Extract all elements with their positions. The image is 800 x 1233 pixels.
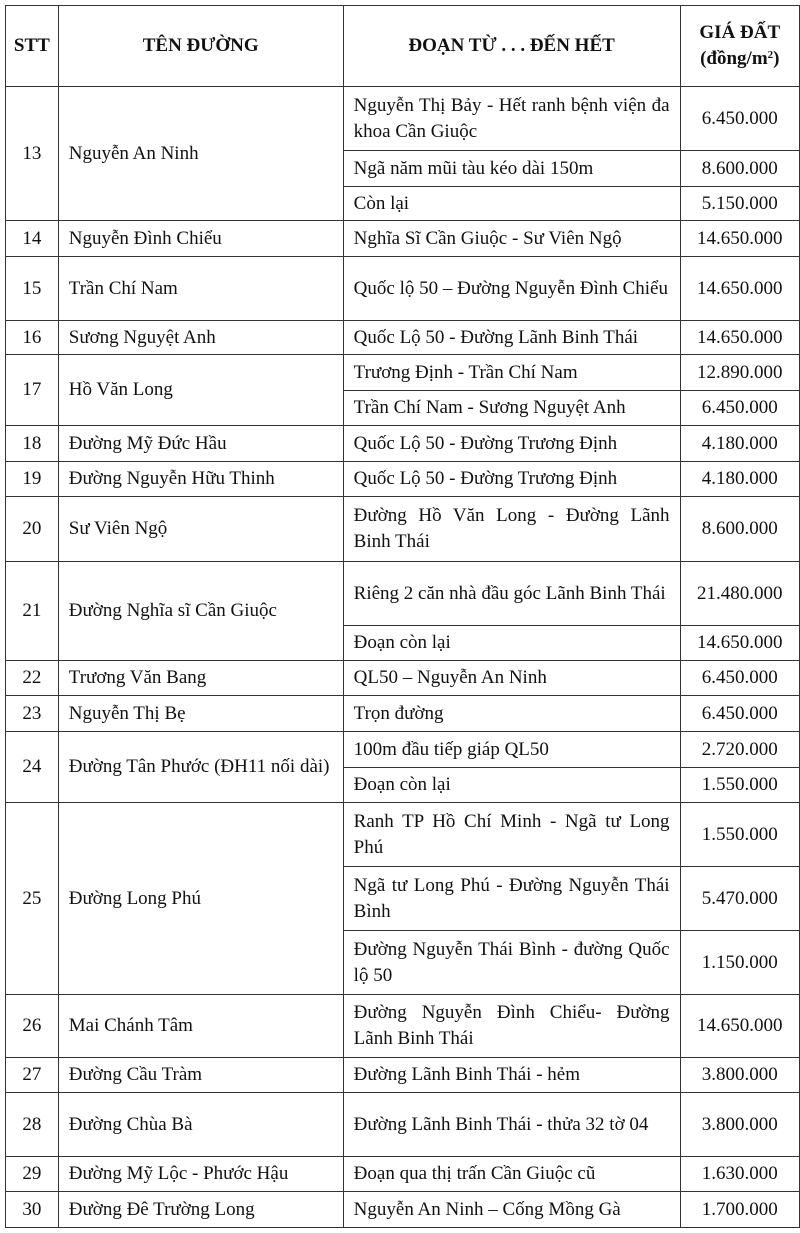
table-row — [6, 732, 800, 768]
row-segment: Đoạn qua thị trấn Cần Giuộc cũ — [343, 1157, 680, 1192]
row-segment: 100m đầu tiếp giáp QL50 — [343, 732, 680, 768]
table-row — [6, 462, 800, 497]
header-stt: STT — [6, 6, 59, 87]
row-price: 1.630.000 — [680, 1157, 799, 1192]
row-stt: 20 — [6, 497, 59, 562]
table-row — [6, 321, 800, 355]
row-stt: 28 — [6, 1093, 59, 1157]
row-street-name: Nguyễn Thị Bẹ — [58, 696, 343, 732]
header-street-name: TÊN ĐƯỜNG — [58, 6, 343, 87]
row-segment: Đường Nguyễn Đình Chiểu- Đường Lãnh Binh Thái — [343, 995, 680, 1058]
row-street-name: Đường Đê Trường Long — [58, 1192, 343, 1228]
row-stt: 30 — [6, 1192, 59, 1228]
table-header-row — [6, 6, 800, 87]
row-price: 14.650.000 — [680, 626, 799, 661]
table-row — [6, 1058, 800, 1093]
land-price-table — [5, 5, 800, 1228]
row-segment: Ngã tư Long Phú - Đường Nguyễn Thái Bình — [343, 867, 680, 931]
row-street-name: Đường Nghĩa sĩ Cần Giuộc — [58, 562, 343, 661]
header-price-unit: $(đồng/m^2)$ — [700, 48, 780, 69]
row-stt: 15 — [6, 257, 59, 321]
row-price: 1.700.000 — [680, 1192, 799, 1228]
row-price: 8.600.000 — [680, 497, 799, 562]
row-street-name: Đường Tân Phước (ĐH11 nối dài) — [58, 732, 343, 803]
row-stt: 18 — [6, 426, 59, 462]
row-segment: Đường Lãnh Binh Thái - hẻm — [343, 1058, 680, 1093]
row-price: 1.550.000 — [680, 803, 799, 867]
row-segment: Nguyễn Thị Bảy - Hết ranh bệnh viện đa khoa Cần Giuộc — [343, 87, 680, 151]
row-segment: Trọn đường — [343, 696, 680, 732]
table-row — [6, 1093, 800, 1157]
row-stt: 19 — [6, 462, 59, 497]
row-price: 8.600.000 — [680, 151, 799, 187]
row-segment: QL50 – Nguyễn An Ninh — [343, 661, 680, 696]
row-stt: 23 — [6, 696, 59, 732]
row-stt: 16 — [6, 321, 59, 355]
row-price: 3.800.000 — [680, 1058, 799, 1093]
row-price: 6.450.000 — [680, 391, 799, 426]
row-segment: Đường Hồ Văn Long - Đường Lãnh Binh Thái — [343, 497, 680, 562]
row-segment: Đoạn còn lại — [343, 626, 680, 661]
row-street-name: Sương Nguyệt Anh — [58, 321, 343, 355]
table-row — [6, 221, 800, 257]
row-segment: Riêng 2 căn nhà đầu góc Lãnh Binh Thái — [343, 562, 680, 626]
row-stt: 17 — [6, 355, 59, 426]
table-row — [6, 803, 800, 867]
header-segment: ĐOẠN TỪ . . . ĐẾN HẾT — [343, 6, 680, 87]
row-segment: Đường Nguyễn Thái Bình - đường Quốc lộ 50 — [343, 931, 680, 995]
row-price: 14.650.000 — [680, 995, 799, 1058]
row-price: 4.180.000 — [680, 426, 799, 462]
row-street-name: Nguyễn An Ninh — [58, 87, 343, 221]
row-price: 5.470.000 — [680, 867, 799, 931]
row-stt: 13 — [6, 87, 59, 221]
row-price: 14.650.000 — [680, 257, 799, 321]
row-street-name: Sư Viên Ngộ — [58, 497, 343, 562]
row-price: 4.180.000 — [680, 462, 799, 497]
table-row — [6, 87, 800, 151]
row-segment: Quốc Lộ 50 - Đường Trương Định — [343, 426, 680, 462]
row-segment: Quốc Lộ 50 - Đường Trương Định — [343, 462, 680, 497]
row-street-name: Trần Chí Nam — [58, 257, 343, 321]
row-price: 12.890.000 — [680, 355, 799, 391]
row-price: 14.650.000 — [680, 321, 799, 355]
row-street-name: Đường Chùa Bà — [58, 1093, 343, 1157]
row-segment: Trần Chí Nam - Sương Nguyệt Anh — [343, 391, 680, 426]
row-segment: Đường Lãnh Binh Thái - thửa 32 tờ 04 — [343, 1093, 680, 1157]
table-row — [6, 426, 800, 462]
row-price: 14.650.000 — [680, 221, 799, 257]
row-price: 3.800.000 — [680, 1093, 799, 1157]
row-stt: 21 — [6, 562, 59, 661]
row-stt: 29 — [6, 1157, 59, 1192]
row-street-name: Đường Mỹ Đức Hầu — [58, 426, 343, 462]
table-row — [6, 497, 800, 562]
row-stt: 25 — [6, 803, 59, 995]
row-segment: Đoạn còn lại — [343, 768, 680, 803]
row-price: 6.450.000 — [680, 696, 799, 732]
row-stt: 22 — [6, 661, 59, 696]
row-stt: 26 — [6, 995, 59, 1058]
table-row — [6, 257, 800, 321]
row-street-name: Đường Cầu Tràm — [58, 1058, 343, 1093]
row-segment: Nguyễn An Ninh – Cống Mồng Gà — [343, 1192, 680, 1228]
row-segment: Ngã năm mũi tàu kéo dài 150m — [343, 151, 680, 187]
table-row — [6, 1157, 800, 1192]
row-stt: 14 — [6, 221, 59, 257]
row-price: 21.480.000 — [680, 562, 799, 626]
row-price: 6.450.000 — [680, 661, 799, 696]
row-segment: Quốc lộ 50 – Đường Nguyễn Đình Chiểu — [343, 257, 680, 321]
row-segment: Còn lại — [343, 187, 680, 221]
table-row — [6, 696, 800, 732]
table-row — [6, 355, 800, 391]
row-street-name: Nguyễn Đình Chiểu — [58, 221, 343, 257]
row-street-name: Đường Mỹ Lộc - Phước Hậu — [58, 1157, 343, 1192]
row-segment: Trương Định - Trần Chí Nam — [343, 355, 680, 391]
row-stt: 24 — [6, 732, 59, 803]
row-price: 1.550.000 — [680, 768, 799, 803]
row-segment: Ranh TP Hồ Chí Minh - Ngã tư Long Phú — [343, 803, 680, 867]
table-row — [6, 661, 800, 696]
table-row — [6, 995, 800, 1058]
row-price: 1.150.000 — [680, 931, 799, 995]
row-price: 5.150.000 — [680, 187, 799, 221]
row-price: 6.450.000 — [680, 87, 799, 151]
table-row — [6, 562, 800, 626]
row-segment: Quốc Lộ 50 - Đường Lãnh Binh Thái — [343, 321, 680, 355]
row-street-name: Hồ Văn Long — [58, 355, 343, 426]
row-street-name: Đường Nguyễn Hữu Thinh — [58, 462, 343, 497]
row-price: 2.720.000 — [680, 732, 799, 768]
header-price-line1: GIÁ ĐẤT — [699, 22, 781, 43]
row-street-name: Trương Văn Bang — [58, 661, 343, 696]
table-row — [6, 1192, 800, 1228]
row-segment: Nghĩa Sĩ Cần Giuộc - Sư Viên Ngộ — [343, 221, 680, 257]
row-street-name: Mai Chánh Tâm — [58, 995, 343, 1058]
row-street-name: Đường Long Phú — [58, 803, 343, 995]
header-price — [680, 6, 799, 87]
row-stt: 27 — [6, 1058, 59, 1093]
